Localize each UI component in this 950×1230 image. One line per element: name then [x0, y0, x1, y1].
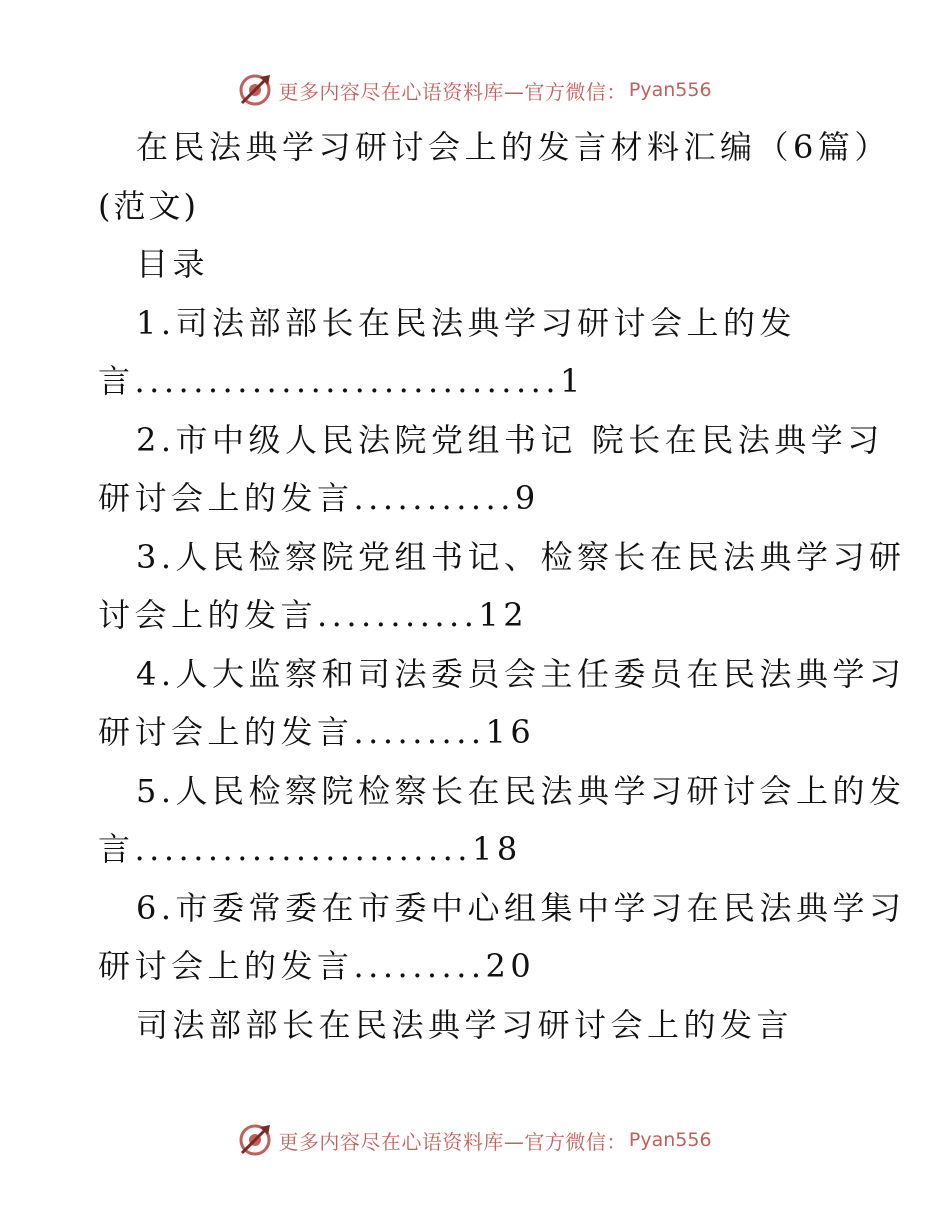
watermark-wechat-id: Pyan556 — [628, 79, 712, 101]
toc-entry-page: 言.............................1 — [98, 362, 585, 400]
toc-entry-text: 2.市中级人民法院党组书记 院长在民法典学习 — [136, 420, 884, 459]
toc-entry-5[interactable] — [98, 762, 906, 879]
toc-entry-text: 3.人民检察院党组书记、检察长在民法典学习研 — [136, 537, 906, 576]
toc-list — [98, 294, 906, 996]
document-body — [98, 118, 906, 1054]
section-heading: 司法部部长在民法典学习研讨会上的发言 — [136, 1005, 794, 1044]
toc-entry-page: 言.......................18 — [98, 830, 522, 868]
watermark-text: 更多内容尽在心语资料库—官方微信： — [278, 1129, 627, 1154]
toc-entry-1[interactable] — [98, 294, 858, 411]
toc-entry-text: 1.司法部部长在民法典学习研讨会上的发 — [136, 303, 797, 342]
watermark-header — [0, 70, 950, 110]
watermark-footer — [0, 1120, 950, 1160]
toc-entry-page: 研讨会上的发言...........9 — [98, 479, 540, 517]
toc-entry-text: 5.人民检察院检察长在民法典学习研讨会上的发 — [136, 771, 906, 810]
toc-entry-text: 6.市委常委在市委中心组集中学习在民法典学习 — [136, 888, 906, 927]
quill-logo-icon — [238, 1123, 272, 1157]
quill-logo-icon — [238, 73, 272, 107]
toc-entry-3[interactable] — [98, 528, 906, 645]
toc-entry-4[interactable] — [98, 645, 906, 762]
toc-entry-6[interactable] — [98, 879, 906, 996]
toc-entry-2[interactable] — [98, 411, 884, 528]
toc-entry-page: 研讨会上的发言.........20 — [98, 947, 536, 985]
watermark-text: 更多内容尽在心语资料库—官方微信： — [278, 79, 627, 104]
document-title-line1: 在民法典学习研讨会上的发言材料汇编（6篇） — [136, 128, 891, 166]
toc-entry-text: 4.人大监察和司法委员会主任委员在民法典学习 — [136, 654, 906, 693]
document-title-line2: (范文) — [98, 186, 199, 225]
toc-entry-page: 讨会上的发言...........12 — [98, 596, 529, 634]
toc-heading: 目录 — [136, 245, 210, 283]
toc-entry-page: 研讨会上的发言.........16 — [98, 713, 536, 751]
watermark-wechat-id: Pyan556 — [628, 1129, 712, 1151]
